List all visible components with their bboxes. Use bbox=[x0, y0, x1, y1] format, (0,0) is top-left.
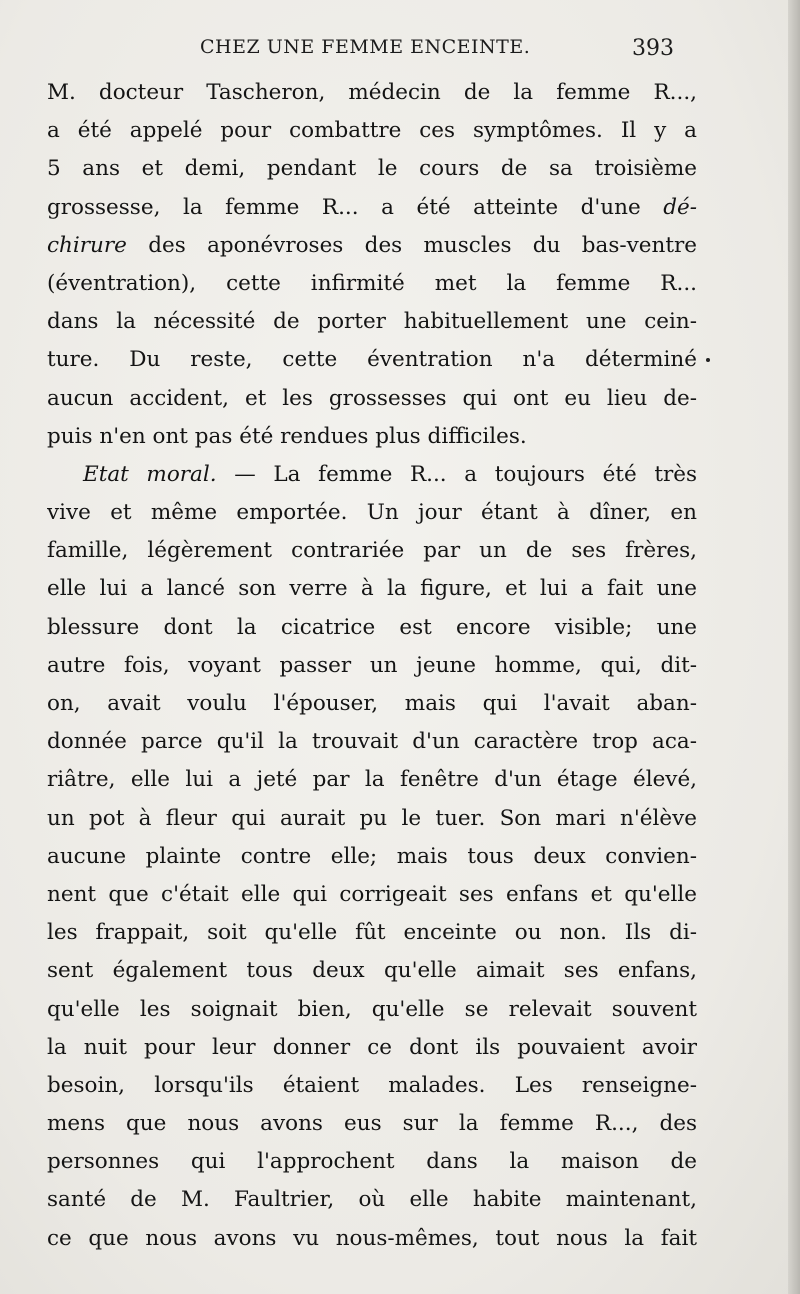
text-line-29: personnes qui l'approchent dans la maison de bbox=[47, 1149, 697, 1175]
page-edge-shadow bbox=[788, 0, 800, 1294]
text-line-21: aucune plainte contre elle; mais tous deux convien- bbox=[47, 843, 697, 869]
text-line-11-roman: — La femme R... a toujours été très bbox=[234, 461, 697, 487]
text-line-9: aucun accident, et les grossesses qui ont eu lieu de- bbox=[47, 385, 697, 411]
text-line-22: nent que c'était elle qui corrigeait ses enfans et qu'elle bbox=[47, 881, 697, 907]
text-line-5-roman: des aponévroses des muscles du bas-ventre bbox=[148, 232, 697, 258]
text-line-2: a été appelé pour combattre ces symptômes. Il y a bbox=[47, 118, 697, 144]
text-line-10: puis n'en ont pas été rendues plus difficiles. bbox=[47, 423, 527, 449]
text-line-7: dans la nécessité de porter habituellement une cein- bbox=[47, 309, 697, 335]
text-line-24: sent également tous deux qu'elle aimait ses enfans, bbox=[47, 958, 697, 984]
page-number: 393 bbox=[632, 36, 674, 61]
text-line-8: ture. Du reste, cette éventration n'a déterminé bbox=[47, 347, 697, 373]
italic-word-dechirure-start: dé- bbox=[663, 194, 697, 220]
text-line-1: M. docteur Tascheron, médecin de la femme R..., bbox=[47, 80, 697, 105]
text-line-28: mens que nous avons eus sur la femme R..., des bbox=[47, 1111, 697, 1137]
text-line-31: ce que nous avons vu nous-mêmes, tout nous la fait bbox=[47, 1225, 697, 1251]
text-line-12: vive et même emportée. Un jour étant à dîner, en bbox=[47, 500, 697, 526]
italic-word-dechirure-end: chirure bbox=[47, 232, 127, 258]
text-line-14: elle lui a lancé son verre à la figure, et lui a fait une bbox=[47, 576, 697, 602]
text-line-4 bbox=[47, 189, 697, 227]
text-line-6: (éventration), cette infirmité met la femme R... bbox=[47, 270, 697, 296]
page-header bbox=[0, 32, 800, 72]
text-line-18: donnée parce qu'il la trouvait d'un caractère trop aca- bbox=[47, 729, 697, 755]
ink-speck bbox=[706, 358, 710, 362]
text-line-27: besoin, lorsqu'ils étaient malades. Les renseigne- bbox=[47, 1072, 697, 1098]
text-line-11 bbox=[47, 456, 697, 494]
text-line-13: famille, légèrement contrariée par un de ses frères, bbox=[47, 538, 697, 564]
text-line-23: les frappait, soit qu'elle fût enceinte ou non. Ils di- bbox=[47, 920, 697, 946]
body-text bbox=[47, 74, 697, 1258]
section-heading-etat-moral: Etat moral. bbox=[83, 461, 217, 487]
text-line-3: 5 ans et demi, pendant le cours de sa troisième bbox=[47, 156, 697, 182]
text-line-30: santé de M. Faultrier, où elle habite maintenant, bbox=[47, 1187, 697, 1213]
text-line-26: la nuit pour leur donner ce dont ils pouvaient avoir bbox=[47, 1034, 697, 1060]
text-line-17: on, avait voulu l'épouser, mais qui l'avait aban- bbox=[47, 691, 697, 716]
text-line-19: riâtre, elle lui a jeté par la fenêtre d'un étage élevé, bbox=[47, 767, 697, 793]
text-line-16: autre fois, voyant passer un jeune homme, qui, dit- bbox=[47, 652, 697, 678]
text-line-5 bbox=[47, 227, 697, 265]
text-line-4-roman: grossesse, la femme R... a été atteinte d'une bbox=[47, 194, 641, 220]
text-line-15: blessure dont la cicatrice est encore visible; une bbox=[47, 614, 697, 640]
text-line-25: qu'elle les soignait bien, qu'elle se relevait souvent bbox=[47, 996, 697, 1022]
running-title: CHEZ UNE FEMME ENCEINTE. bbox=[200, 36, 531, 58]
text-line-20: un pot à fleur qui aurait pu le tuer. Son mari n'élève bbox=[47, 805, 697, 831]
